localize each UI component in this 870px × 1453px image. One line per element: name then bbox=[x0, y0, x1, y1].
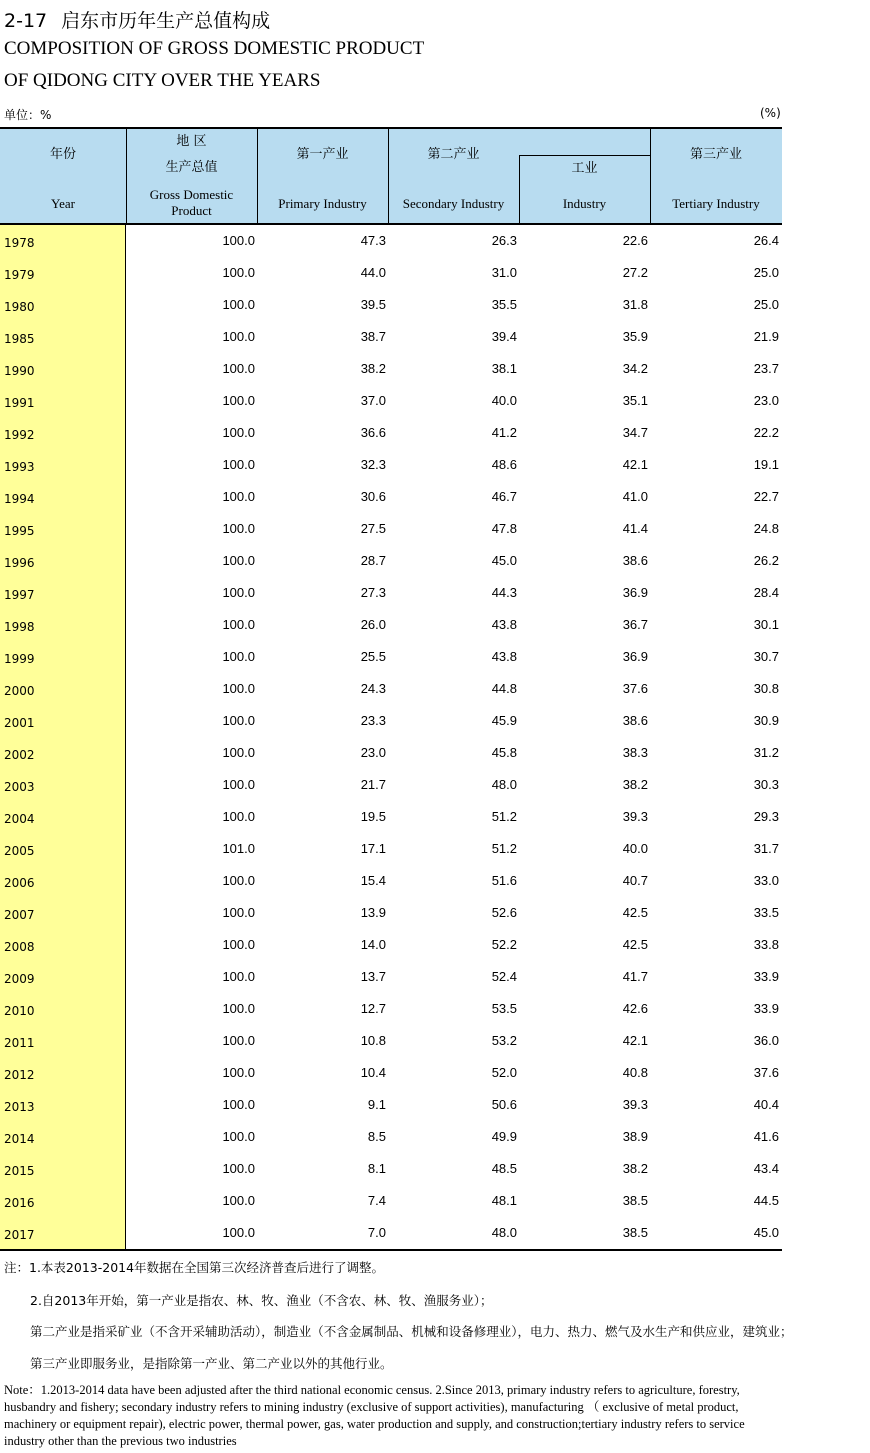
secondary-cell: 49.9 bbox=[491, 1129, 517, 1144]
header-tertiary-en: Tertiary Industry bbox=[672, 196, 760, 211]
primary-cell: 10.4 bbox=[360, 1065, 386, 1080]
secondary-cell: 45.8 bbox=[491, 745, 517, 760]
secondary-cell: 39.4 bbox=[491, 329, 517, 344]
gdp-cell: 100.0 bbox=[222, 1161, 255, 1176]
secondary-cell: 51.6 bbox=[491, 873, 517, 888]
tertiary-cell: 33.0 bbox=[753, 873, 779, 888]
industry-cell: 42.5 bbox=[622, 937, 648, 952]
industry-cell: 35.1 bbox=[622, 393, 648, 408]
gdp-cell: 100.0 bbox=[222, 521, 255, 536]
industry-cell: 38.5 bbox=[622, 1225, 648, 1240]
table-row bbox=[0, 929, 782, 961]
year-cell: 2014 bbox=[4, 1132, 35, 1146]
year-cell: 1996 bbox=[4, 556, 35, 570]
primary-cell: 36.6 bbox=[360, 425, 386, 440]
gdp-cell: 100.0 bbox=[222, 745, 255, 760]
table-row bbox=[0, 1089, 782, 1121]
header-gdp-en: Gross Domestic Product bbox=[149, 187, 234, 218]
header-primary-cn: 第一产业 bbox=[296, 147, 349, 162]
primary-cell: 23.0 bbox=[360, 745, 386, 760]
tertiary-cell: 29.3 bbox=[753, 809, 779, 824]
primary-cell: 9.1 bbox=[367, 1097, 386, 1112]
gdp-cell: 100.0 bbox=[222, 489, 255, 504]
table-row bbox=[0, 609, 782, 641]
year-cell: 2003 bbox=[4, 780, 35, 794]
primary-cell: 27.3 bbox=[360, 585, 386, 600]
industry-cell: 42.6 bbox=[622, 1001, 648, 1016]
table-row bbox=[0, 225, 782, 257]
data-table bbox=[0, 127, 782, 1251]
tertiary-cell: 30.9 bbox=[753, 713, 779, 728]
note-en: Note：1.2013-2014 data have been adjusted after the third national economic census. 2.Since 2013, primary industry refers to agriculture, forestry, husbandry and fishery; secondary industry refers to mining industry (exclusive of support activities), manufacturing （ exclusive of metal product, machinery or equipment repair), electric power, thermal power, gas, water production and supply, and construction;tertiary industry refers to service industry other than the previous two industries bbox=[4, 1383, 745, 1448]
gdp-cell: 101.0 bbox=[222, 841, 255, 856]
year-cell: 2009 bbox=[4, 972, 35, 986]
secondary-cell: 50.6 bbox=[491, 1097, 517, 1112]
header-industry-cn: 工业 bbox=[571, 161, 598, 176]
year-cell: 2002 bbox=[4, 748, 35, 762]
industry-cell: 36.9 bbox=[622, 585, 648, 600]
gdp-cell: 100.0 bbox=[222, 553, 255, 568]
industry-cell: 38.5 bbox=[622, 1193, 648, 1208]
year-cell: 1994 bbox=[4, 492, 35, 506]
table-row bbox=[0, 257, 782, 289]
industry-cell: 37.6 bbox=[622, 681, 648, 696]
year-cell: 2017 bbox=[4, 1228, 35, 1242]
table-number: 2-17 bbox=[4, 10, 48, 32]
header-gdp-cn1: 地 区 bbox=[176, 134, 207, 149]
secondary-cell: 48.5 bbox=[491, 1161, 517, 1176]
industry-cell: 41.7 bbox=[622, 969, 648, 984]
table-row bbox=[0, 449, 782, 481]
secondary-cell: 52.4 bbox=[491, 969, 517, 984]
gdp-cell: 100.0 bbox=[222, 1001, 255, 1016]
gdp-cell: 100.0 bbox=[222, 1097, 255, 1112]
gdp-cell: 100.0 bbox=[222, 233, 255, 248]
industry-cell: 39.3 bbox=[622, 1097, 648, 1112]
primary-cell: 38.2 bbox=[360, 361, 386, 376]
primary-cell: 12.7 bbox=[360, 1001, 386, 1016]
year-cell: 1993 bbox=[4, 460, 35, 474]
tertiary-cell: 33.8 bbox=[753, 937, 779, 952]
page-title-en-line2: OF QIDONG CITY OVER THE YEARS bbox=[4, 70, 321, 91]
tertiary-cell: 30.7 bbox=[753, 649, 779, 664]
industry-cell: 36.9 bbox=[622, 649, 648, 664]
tertiary-cell: 37.6 bbox=[753, 1065, 779, 1080]
note-cn-4: 第三产业即服务业，是指除第一产业、第二产业以外的其他行业。 bbox=[30, 1356, 393, 1371]
gdp-cell: 100.0 bbox=[222, 1225, 255, 1240]
table-row bbox=[0, 801, 782, 833]
industry-cell: 41.0 bbox=[622, 489, 648, 504]
primary-cell: 15.4 bbox=[360, 873, 386, 888]
gdp-cell: 100.0 bbox=[222, 297, 255, 312]
gdp-cell: 100.0 bbox=[222, 969, 255, 984]
secondary-cell: 44.8 bbox=[491, 681, 517, 696]
table-row bbox=[0, 1153, 782, 1185]
gdp-cell: 100.0 bbox=[222, 905, 255, 920]
tertiary-cell: 21.9 bbox=[753, 329, 779, 344]
table-row bbox=[0, 353, 782, 385]
year-cell: 1995 bbox=[4, 524, 35, 538]
secondary-cell: 47.8 bbox=[491, 521, 517, 536]
industry-cell: 27.2 bbox=[622, 265, 648, 280]
tertiary-cell: 24.8 bbox=[753, 521, 779, 536]
year-cell: 1998 bbox=[4, 620, 35, 634]
secondary-cell: 48.0 bbox=[491, 1225, 517, 1240]
table-row bbox=[0, 961, 782, 993]
primary-cell: 30.6 bbox=[360, 489, 386, 504]
secondary-cell: 52.0 bbox=[491, 1065, 517, 1080]
year-cell: 1979 bbox=[4, 268, 35, 282]
industry-cell: 36.7 bbox=[622, 617, 648, 632]
secondary-cell: 38.1 bbox=[491, 361, 517, 376]
year-cell: 2000 bbox=[4, 684, 35, 698]
table-row bbox=[0, 1025, 782, 1057]
industry-cell: 40.7 bbox=[622, 873, 648, 888]
header-industry-en: Industry bbox=[562, 196, 607, 211]
tertiary-cell: 23.0 bbox=[753, 393, 779, 408]
primary-cell: 8.1 bbox=[367, 1161, 386, 1176]
table-row bbox=[0, 641, 782, 673]
primary-cell: 13.9 bbox=[360, 905, 386, 920]
unit-label-left: 单位：% bbox=[4, 108, 52, 122]
table-row bbox=[0, 481, 782, 513]
primary-cell: 21.7 bbox=[360, 777, 386, 792]
year-cell: 1990 bbox=[4, 364, 35, 378]
year-cell: 2016 bbox=[4, 1196, 35, 1210]
table-row bbox=[0, 833, 782, 865]
secondary-cell: 44.3 bbox=[491, 585, 517, 600]
table-row bbox=[0, 737, 782, 769]
header-tertiary-cn: 第三产业 bbox=[689, 147, 742, 162]
secondary-cell: 51.2 bbox=[491, 809, 517, 824]
table-row bbox=[0, 865, 782, 897]
header-gdp-cn2: 生产总值 bbox=[165, 160, 218, 175]
table-row bbox=[0, 385, 782, 417]
header-year-cn: 年份 bbox=[49, 147, 76, 162]
year-cell: 1980 bbox=[4, 300, 35, 314]
gdp-cell: 100.0 bbox=[222, 585, 255, 600]
industry-cell: 38.6 bbox=[622, 553, 648, 568]
tertiary-cell: 33.5 bbox=[753, 905, 779, 920]
year-cell: 2007 bbox=[4, 908, 35, 922]
primary-cell: 7.0 bbox=[367, 1225, 386, 1240]
gdp-cell: 100.0 bbox=[222, 265, 255, 280]
industry-cell: 22.6 bbox=[622, 233, 648, 248]
year-cell: 1985 bbox=[4, 332, 35, 346]
year-cell: 2001 bbox=[4, 716, 35, 730]
industry-cell: 35.9 bbox=[622, 329, 648, 344]
secondary-cell: 48.6 bbox=[491, 457, 517, 472]
secondary-cell: 26.3 bbox=[491, 233, 517, 248]
primary-cell: 14.0 bbox=[360, 937, 386, 952]
tertiary-cell: 26.4 bbox=[753, 233, 779, 248]
tertiary-cell: 30.8 bbox=[753, 681, 779, 696]
gdp-cell: 100.0 bbox=[222, 1193, 255, 1208]
industry-cell: 38.2 bbox=[622, 1161, 648, 1176]
page-title-cn bbox=[4, 6, 270, 33]
table-row bbox=[0, 577, 782, 609]
table-row bbox=[0, 1185, 782, 1217]
tertiary-cell: 19.1 bbox=[753, 457, 779, 472]
primary-cell: 38.7 bbox=[360, 329, 386, 344]
table-row bbox=[0, 545, 782, 577]
secondary-cell: 40.0 bbox=[491, 393, 517, 408]
primary-cell: 37.0 bbox=[360, 393, 386, 408]
year-cell: 2004 bbox=[4, 812, 35, 826]
secondary-cell: 35.5 bbox=[491, 297, 517, 312]
gdp-cell: 100.0 bbox=[222, 361, 255, 376]
gdp-cell: 100.0 bbox=[222, 329, 255, 344]
year-cell: 1992 bbox=[4, 428, 35, 442]
tertiary-cell: 45.0 bbox=[753, 1225, 779, 1240]
tertiary-cell: 30.3 bbox=[753, 777, 779, 792]
year-cell: 2015 bbox=[4, 1164, 35, 1178]
primary-cell: 10.8 bbox=[360, 1033, 386, 1048]
table-row bbox=[0, 673, 782, 705]
unit-label-right: (%) bbox=[760, 106, 781, 120]
tertiary-cell: 33.9 bbox=[753, 1001, 779, 1016]
table-body bbox=[0, 225, 782, 1251]
industry-cell: 40.8 bbox=[622, 1065, 648, 1080]
header-year-en: Year bbox=[51, 196, 75, 211]
industry-cell: 34.7 bbox=[622, 425, 648, 440]
industry-cell: 34.2 bbox=[622, 361, 648, 376]
tertiary-cell: 23.7 bbox=[753, 361, 779, 376]
secondary-cell: 45.0 bbox=[491, 553, 517, 568]
tertiary-cell: 43.4 bbox=[753, 1161, 779, 1176]
primary-cell: 39.5 bbox=[360, 297, 386, 312]
header-secondary-cn: 第二产业 bbox=[427, 147, 480, 162]
gdp-cell: 100.0 bbox=[222, 649, 255, 664]
gdp-cell: 100.0 bbox=[222, 1065, 255, 1080]
header-primary-en: Primary Industry bbox=[278, 196, 367, 211]
year-cell: 2011 bbox=[4, 1036, 35, 1050]
primary-cell: 23.3 bbox=[360, 713, 386, 728]
primary-cell: 17.1 bbox=[360, 841, 386, 856]
secondary-cell: 43.8 bbox=[491, 649, 517, 664]
industry-cell: 42.5 bbox=[622, 905, 648, 920]
year-cell: 2006 bbox=[4, 876, 35, 890]
tertiary-cell: 22.2 bbox=[753, 425, 779, 440]
year-cell: 2008 bbox=[4, 940, 35, 954]
primary-cell: 7.4 bbox=[367, 1193, 386, 1208]
table-row bbox=[0, 1121, 782, 1153]
primary-cell: 32.3 bbox=[360, 457, 386, 472]
industry-cell: 38.2 bbox=[622, 777, 648, 792]
secondary-cell: 45.9 bbox=[491, 713, 517, 728]
table-row bbox=[0, 289, 782, 321]
industry-cell: 40.0 bbox=[622, 841, 648, 856]
gdp-cell: 100.0 bbox=[222, 777, 255, 792]
tertiary-cell: 25.0 bbox=[753, 265, 779, 280]
industry-cell: 41.4 bbox=[622, 521, 648, 536]
tertiary-cell: 44.5 bbox=[753, 1193, 779, 1208]
year-cell: 2005 bbox=[4, 844, 35, 858]
note-cn-1: 注：1.本表2013-2014年数据在全国第三次经济普查后进行了调整。 bbox=[4, 1260, 385, 1275]
title-cn-text: 启东市历年生产总值构成 bbox=[61, 10, 271, 32]
year-cell: 2010 bbox=[4, 1004, 35, 1018]
tertiary-cell: 22.7 bbox=[753, 489, 779, 504]
industry-cell: 42.1 bbox=[622, 457, 648, 472]
gdp-cell: 100.0 bbox=[222, 1129, 255, 1144]
secondary-cell: 53.5 bbox=[491, 1001, 517, 1016]
tertiary-cell: 40.4 bbox=[753, 1097, 779, 1112]
tertiary-cell: 30.1 bbox=[753, 617, 779, 632]
tertiary-cell: 36.0 bbox=[753, 1033, 779, 1048]
secondary-cell: 52.2 bbox=[491, 937, 517, 952]
tertiary-cell: 26.2 bbox=[753, 553, 779, 568]
year-cell: 1999 bbox=[4, 652, 35, 666]
primary-cell: 27.5 bbox=[360, 521, 386, 536]
note-cn-2: 2.自2013年开始，第一产业是指农、林、牧、渔业（不含农、林、牧、渔服务业）； bbox=[30, 1293, 493, 1308]
industry-cell: 39.3 bbox=[622, 809, 648, 824]
gdp-cell: 100.0 bbox=[222, 1033, 255, 1048]
industry-cell: 38.9 bbox=[622, 1129, 648, 1144]
gdp-cell: 100.0 bbox=[222, 457, 255, 472]
industry-cell: 38.6 bbox=[622, 713, 648, 728]
year-cell: 1991 bbox=[4, 396, 35, 410]
gdp-cell: 100.0 bbox=[222, 617, 255, 632]
table-row bbox=[0, 417, 782, 449]
secondary-cell: 48.0 bbox=[491, 777, 517, 792]
industry-cell: 42.1 bbox=[622, 1033, 648, 1048]
table-row bbox=[0, 993, 782, 1025]
secondary-cell: 41.2 bbox=[491, 425, 517, 440]
tertiary-cell: 41.6 bbox=[753, 1129, 779, 1144]
header-secondary-en: Secondary Industry bbox=[402, 196, 505, 211]
table-row bbox=[0, 1057, 782, 1089]
primary-cell: 28.7 bbox=[360, 553, 386, 568]
primary-cell: 26.0 bbox=[360, 617, 386, 632]
secondary-cell: 31.0 bbox=[491, 265, 517, 280]
primary-cell: 8.5 bbox=[367, 1129, 386, 1144]
gdp-cell: 100.0 bbox=[222, 425, 255, 440]
industry-cell: 38.3 bbox=[622, 745, 648, 760]
tertiary-cell: 33.9 bbox=[753, 969, 779, 984]
primary-cell: 13.7 bbox=[360, 969, 386, 984]
secondary-cell: 52.6 bbox=[491, 905, 517, 920]
primary-cell: 19.5 bbox=[360, 809, 386, 824]
table-row bbox=[0, 513, 782, 545]
primary-cell: 47.3 bbox=[360, 233, 386, 248]
tertiary-cell: 31.7 bbox=[753, 841, 779, 856]
industry-cell: 31.8 bbox=[622, 297, 648, 312]
gdp-cell: 100.0 bbox=[222, 937, 255, 952]
table-header bbox=[0, 127, 782, 225]
table-row bbox=[0, 1217, 782, 1249]
secondary-cell: 46.7 bbox=[491, 489, 517, 504]
gdp-cell: 100.0 bbox=[222, 873, 255, 888]
note-cn-3: 第二产业是指采矿业（不含开采辅助活动），制造业（不含金属制品、机械和设备修理业），电力、热力、燃气及水生产和供应业，建筑业； bbox=[30, 1324, 793, 1339]
secondary-cell: 51.2 bbox=[491, 841, 517, 856]
gdp-cell: 100.0 bbox=[222, 681, 255, 696]
gdp-cell: 100.0 bbox=[222, 713, 255, 728]
gdp-cell: 100.0 bbox=[222, 393, 255, 408]
tertiary-cell: 25.0 bbox=[753, 297, 779, 312]
primary-cell: 25.5 bbox=[360, 649, 386, 664]
secondary-cell: 43.8 bbox=[491, 617, 517, 632]
primary-cell: 44.0 bbox=[360, 265, 386, 280]
page-title-en-line1: COMPOSITION OF GROSS DOMESTIC PRODUCT bbox=[4, 38, 425, 59]
table-row bbox=[0, 897, 782, 929]
secondary-cell: 48.1 bbox=[491, 1193, 517, 1208]
year-cell: 2012 bbox=[4, 1068, 35, 1082]
tertiary-cell: 31.2 bbox=[753, 745, 779, 760]
gdp-cell: 100.0 bbox=[222, 809, 255, 824]
primary-cell: 24.3 bbox=[360, 681, 386, 696]
table-row bbox=[0, 769, 782, 801]
year-cell: 1997 bbox=[4, 588, 35, 602]
table-row bbox=[0, 705, 782, 737]
tertiary-cell: 28.4 bbox=[753, 585, 779, 600]
secondary-cell: 53.2 bbox=[491, 1033, 517, 1048]
year-cell: 1978 bbox=[4, 236, 35, 250]
table-row bbox=[0, 321, 782, 353]
year-cell: 2013 bbox=[4, 1100, 35, 1114]
